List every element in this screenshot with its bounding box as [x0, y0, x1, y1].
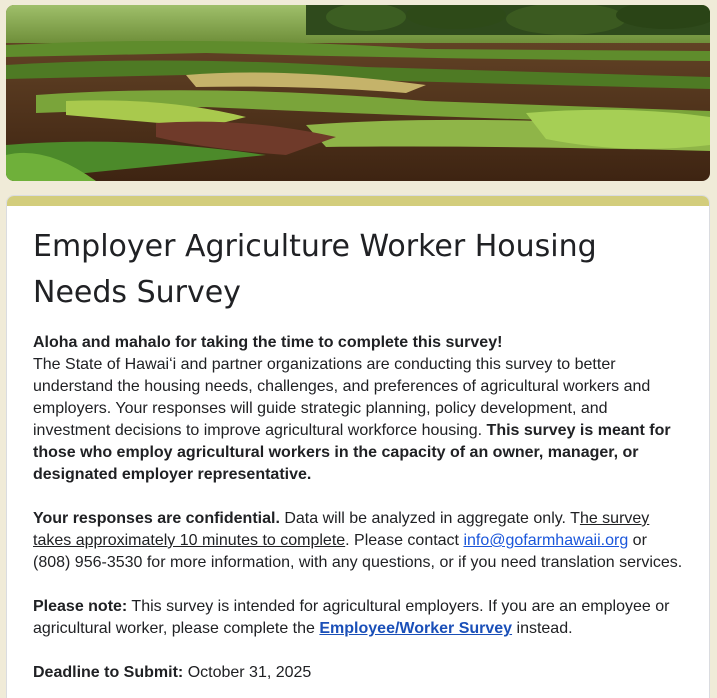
confidential-paragraph — [33, 508, 683, 574]
note-text: This survey is intended for agricultural employers. If you are an employee or agricultural worker, please complete the — [33, 598, 670, 637]
contact-email-link[interactable]: info@gofarmhawaii.org — [463, 532, 629, 549]
intro-paragraph — [33, 332, 683, 486]
intro-target: This survey is meant for those who employ agricultural workers in the capacity of an owner, manager, or designated employer representative. — [33, 422, 671, 483]
form-header-card — [6, 195, 710, 698]
farm-header-image — [6, 5, 710, 181]
note-paragraph — [33, 596, 683, 640]
time-estimate-text: he survey takes approximately 10 minutes to complete — [33, 510, 650, 549]
contact-prefix: . Please contact — [345, 532, 464, 549]
contact-suffix: or (808) 956-3530 for more information, with any questions, or if you need translation services. — [33, 532, 683, 571]
form-description — [33, 332, 683, 684]
confidential-text: Data will be analyzed in aggregate only. T — [284, 510, 580, 527]
deadline-paragraph — [33, 662, 683, 684]
note-heading: Please note: — [33, 598, 128, 615]
intro-heading: Aloha and mahalo for taking the time to complete this survey! — [33, 334, 503, 351]
intro-text: The State of Hawaiʻi and partner organizations are conducting this survey to better understand the housing needs, challenges, and preferences of agricultural workers and employers. Your responses will guide strategic planning, policy development, and investment decisions to improve agricultural workforce housing. — [33, 356, 651, 439]
employee-survey-link[interactable]: Employee/Worker Survey — [319, 620, 513, 637]
deadline-value: October 31, 2025 — [187, 664, 312, 681]
note-suffix: instead. — [512, 620, 573, 637]
deadline-label: Deadline to Submit: — [33, 664, 184, 681]
card-accent-bar — [7, 196, 709, 206]
form-title: Employer Agriculture Worker Housing Needs Survey — [33, 229, 597, 310]
confidential-heading: Your responses are confidential. — [33, 510, 280, 527]
farm-rows-illustration — [6, 5, 710, 181]
